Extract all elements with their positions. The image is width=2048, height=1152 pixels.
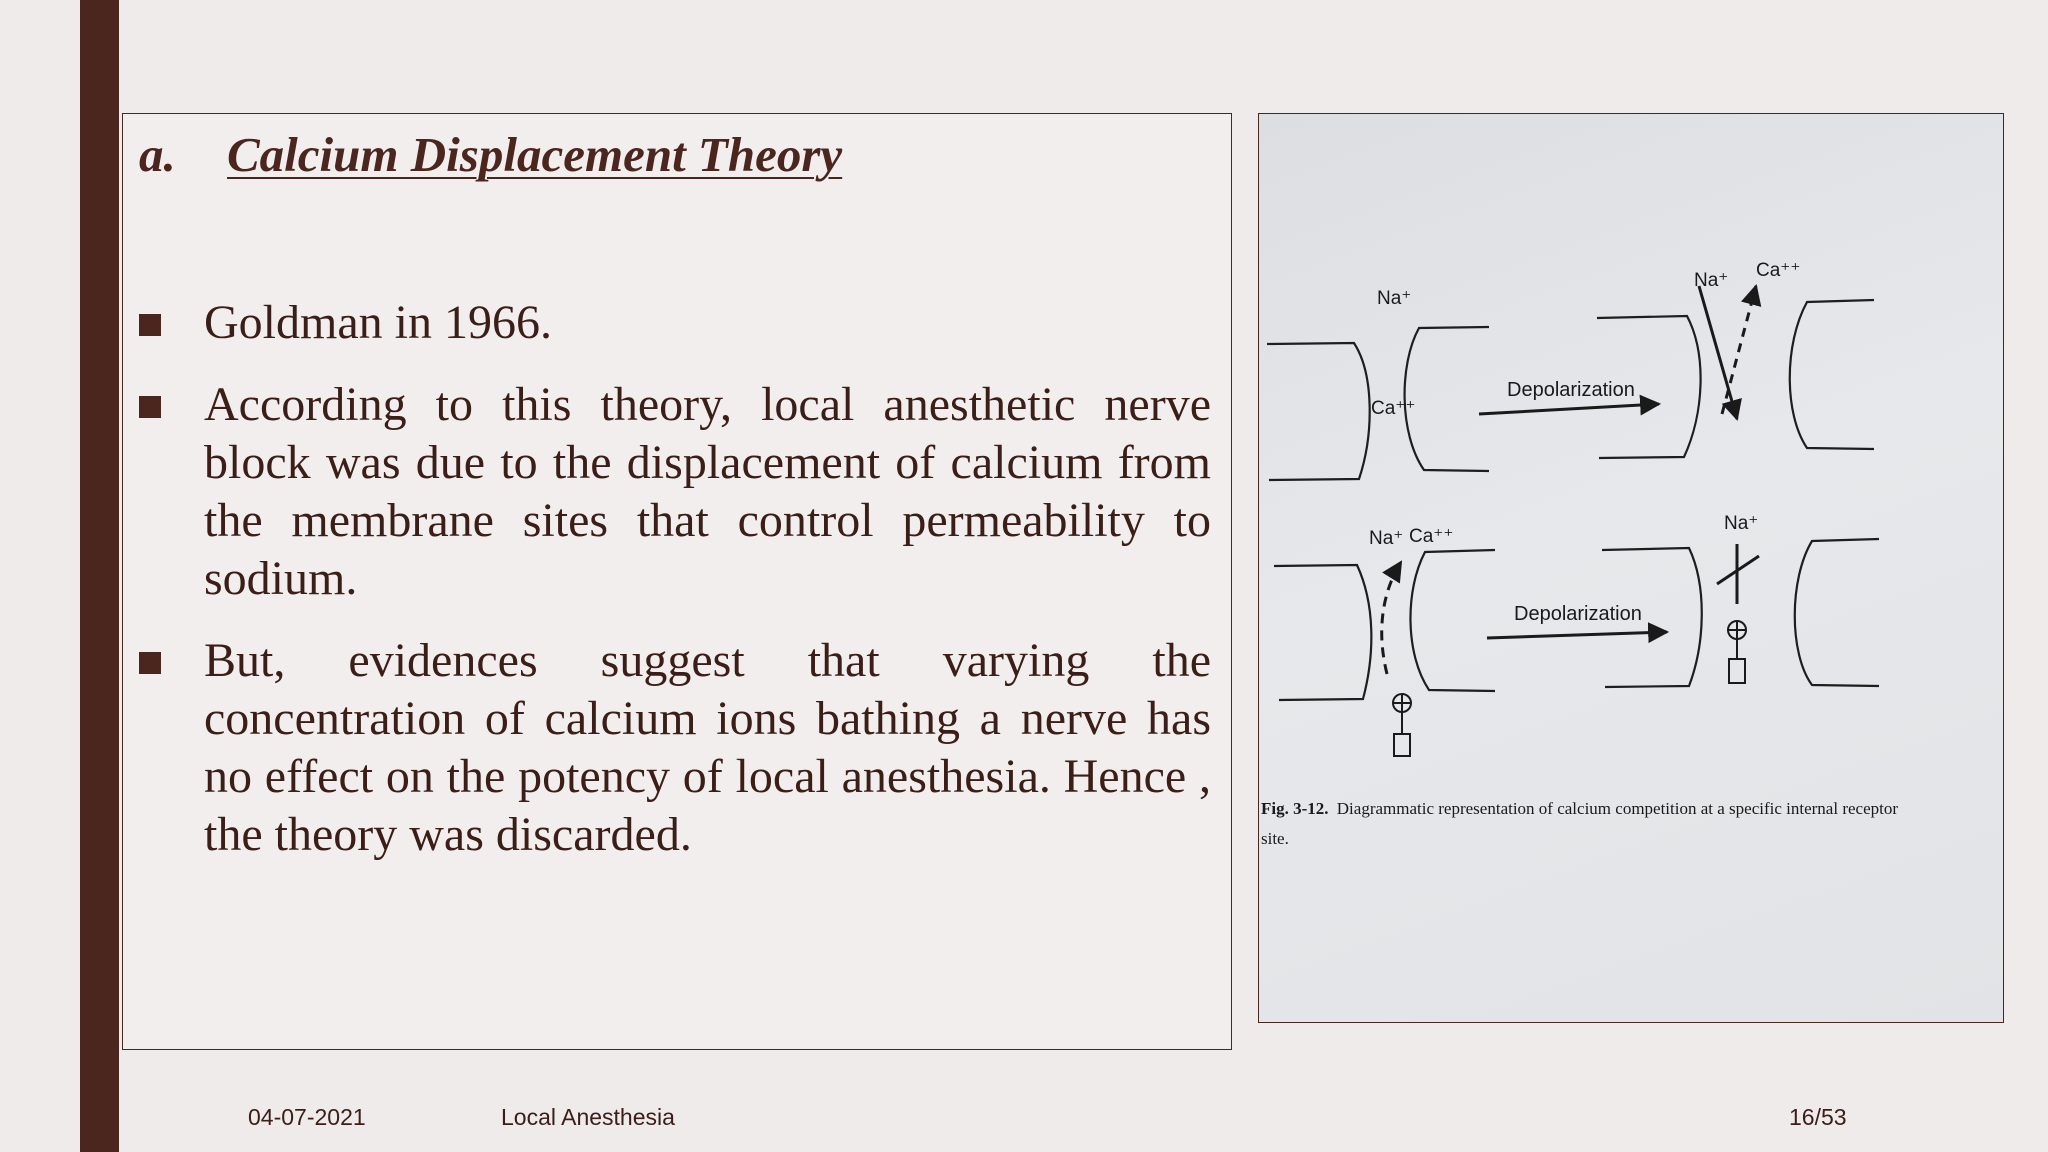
list-item: [139, 376, 1211, 608]
membrane-bottom-left-a: [1274, 565, 1371, 700]
depolarization-arrow-bottom: [1487, 632, 1667, 638]
membrane-bottom-right-b: [1795, 539, 1879, 686]
na-label: Na⁺: [1724, 513, 1759, 534]
square-bullet-icon: [139, 652, 161, 674]
membrane-top-left-b: [1405, 327, 1489, 471]
bullet-text: According to this theory, local anesthetic nerve block was due to the displacement of calcium from the membrane sites that control permeability to sodium.: [204, 378, 1211, 605]
text-panel: [122, 113, 1232, 1050]
bullet-text: Goldman in 1966.: [204, 296, 552, 349]
caption-line-2: site.: [1261, 829, 1289, 848]
caption-text: Diagrammatic representation of calcium competition at a specific internal receptor: [1336, 799, 1899, 818]
footer-page-number: 16/53: [1789, 1104, 1847, 1130]
slide-heading: [139, 126, 842, 183]
ca-label: Ca⁺⁺: [1371, 398, 1416, 419]
heading-title: Calcium Displacement Theory: [227, 127, 843, 182]
ca-label: Ca⁺⁺: [1409, 526, 1454, 547]
membrane-top-left-a: [1267, 343, 1370, 480]
na-label: Na⁺: [1377, 288, 1412, 309]
footer-date: 04-07-2021: [248, 1104, 366, 1130]
receptor-site-icon: [1729, 659, 1745, 683]
left-accent-bar: [80, 0, 119, 1152]
na-label: Na⁺: [1369, 528, 1404, 549]
heading-marker: a.: [139, 127, 176, 182]
bullet-list: [139, 294, 1211, 888]
figure-image: [1258, 113, 2004, 1023]
list-item: [139, 294, 1211, 352]
calcium-arrow-bottom: [1382, 562, 1401, 674]
bullet-text: But, evidences suggest that varying the concentration of calcium ions bathing a nerve has no effect on the potency of local anesthesia. Hence , the theory was discarded.: [204, 634, 1211, 861]
figure-caption: [1261, 799, 1898, 818]
calcium-competition-diagram: [1259, 114, 2004, 1023]
depolarization-arrow-top: [1479, 404, 1659, 414]
ca-label: Ca⁺⁺: [1756, 260, 1801, 281]
calcium-arrow: [1722, 286, 1756, 414]
depolarization-label: Depolarization: [1507, 379, 1635, 401]
membrane-bottom-left-b: [1410, 550, 1495, 691]
sodium-arrow: [1699, 286, 1737, 419]
membrane-top-right-b: [1790, 300, 1874, 449]
footer-title: Local Anesthesia: [501, 1104, 675, 1130]
list-item: [139, 632, 1211, 864]
square-bullet-icon: [139, 314, 161, 336]
caption-prefix: Fig. 3-12.: [1261, 799, 1329, 818]
depolarization-label: Depolarization: [1514, 603, 1642, 625]
receptor-site-icon: [1394, 734, 1410, 756]
square-bullet-icon: [139, 396, 161, 418]
na-label: Na⁺: [1694, 270, 1729, 291]
